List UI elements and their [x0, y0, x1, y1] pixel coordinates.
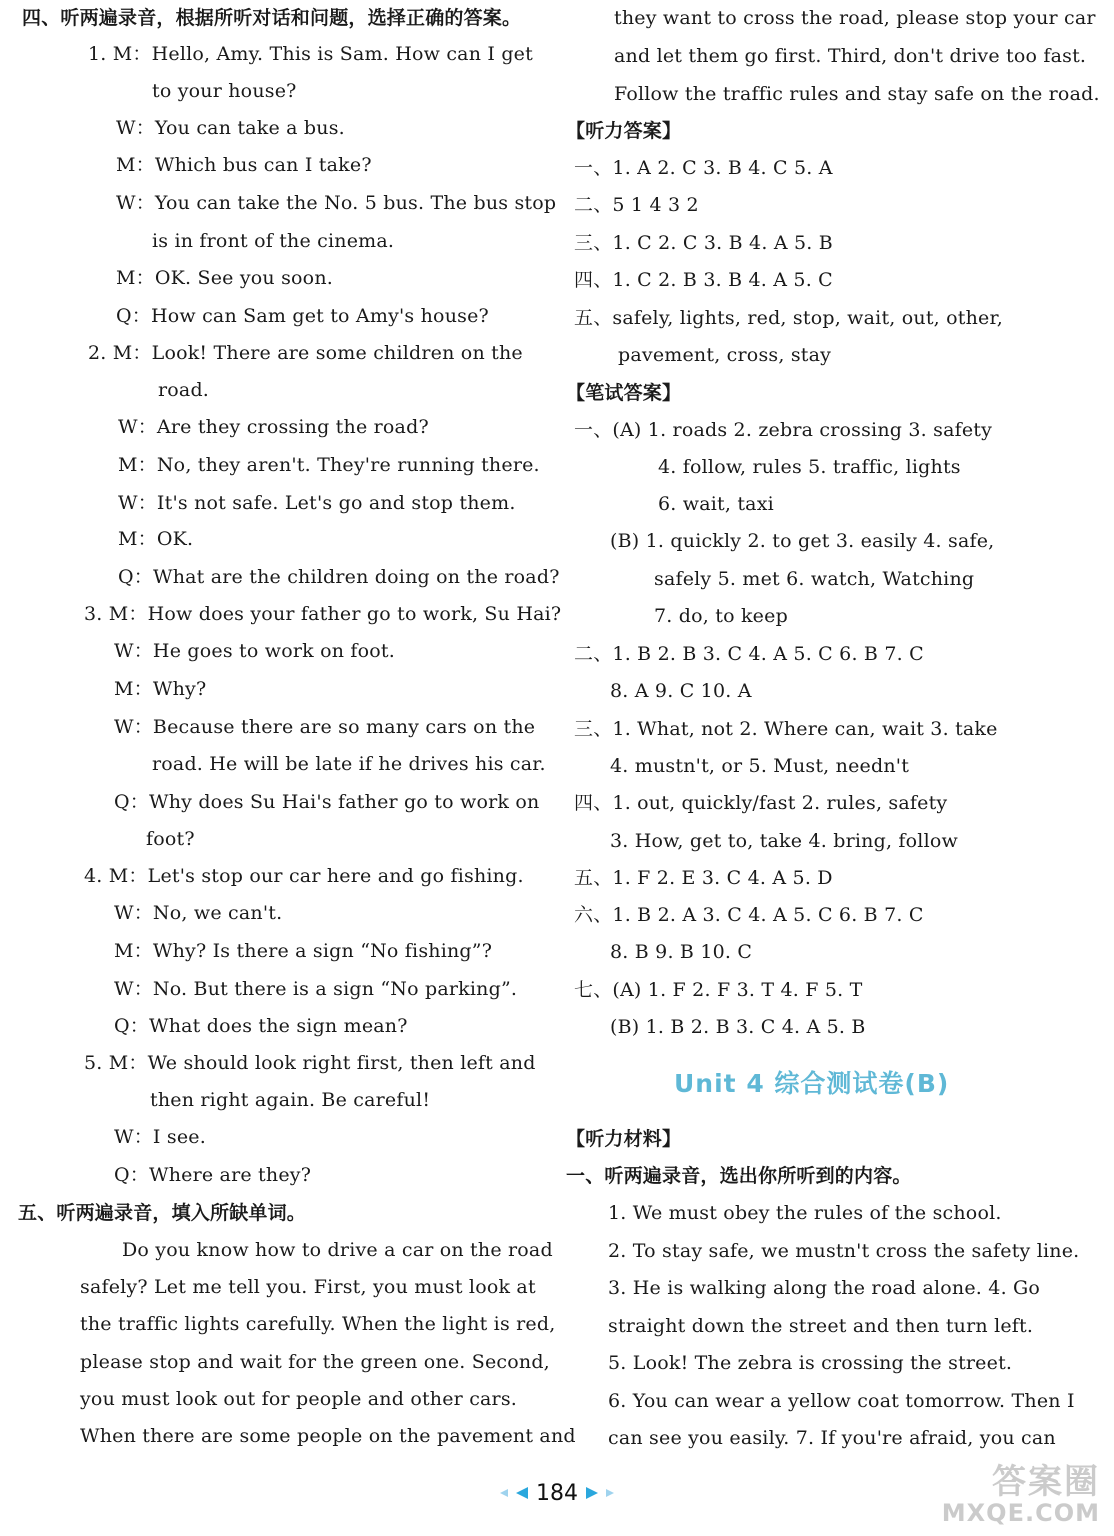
dialog-line: road. — [158, 379, 210, 401]
passage-line: please stop and wait for the green one. Second, — [80, 1351, 550, 1373]
answer-line: 七、(A) 1. F 2. F 3. T 4. F 5. T — [574, 979, 863, 1001]
answer-line: 一、(A) 1. roads 2. zebra crossing 3. safety — [574, 419, 993, 441]
sentence-line: straight down the street and then turn left. — [608, 1315, 1034, 1337]
dialog-line: then right again. Be careful! — [150, 1089, 431, 1111]
dialog-line: Q：Why does Su Hai's father go to work on — [114, 791, 540, 813]
sentence-line: can see you easily. 7. If you're afraid, you can — [608, 1427, 1056, 1449]
dialog-line: 1. M：Hello, Amy. This is Sam. How can I get — [88, 43, 533, 65]
dialog-line: W：You can take the No. 5 bus. The bus stop — [116, 192, 557, 214]
sentence-line: 6. You can wear a yellow coat tomorrow. Then I — [608, 1390, 1075, 1412]
written-answers-title: 【笔试答案】 — [566, 382, 682, 404]
answer-line: 四、1. C 2. B 3. B 4. A 5. C — [574, 269, 833, 291]
dialog-line: M：OK. See you soon. — [116, 267, 334, 289]
page-number: 184 — [536, 1480, 578, 1506]
sentence-line: 3. He is walking along the road alone. 4. Go — [608, 1277, 1041, 1299]
section-5-title: 五、听两遍录音，填入所缺单词。 — [18, 1202, 307, 1224]
dialog-line: W：No, we can't. — [114, 902, 283, 924]
passage-line: the traffic lights carefully. When the light is red, — [80, 1313, 556, 1335]
passage-line: Do you know how to drive a car on the road — [122, 1239, 553, 1261]
sentence-line: 5. Look! The zebra is crossing the street. — [608, 1352, 1013, 1374]
dialog-line: Q：What does the sign mean? — [114, 1015, 408, 1037]
dialog-line: W：No. But there is a sign “No parking”. — [114, 978, 518, 1000]
dialog-line: Q：What are the children doing on the road? — [118, 566, 560, 588]
sentence-line: 2. To stay safe, we mustn't cross the safety line. — [608, 1240, 1080, 1262]
answer-line: 五、safely, lights, red, stop, wait, out, other, — [574, 307, 1003, 329]
dialog-line: M：Which bus can I take? — [116, 154, 372, 176]
passage-line: When there are some people on the pavement and — [80, 1425, 576, 1447]
answer-line: 五、1. F 2. E 3. C 4. A 5. D — [574, 867, 833, 889]
dialog-line: 5. M：We should look right first, then left and — [84, 1052, 536, 1074]
passage-line: they want to cross the road, please stop your car — [614, 7, 1096, 29]
dialog-line: road. He will be late if he drives his car. — [152, 753, 546, 775]
answer-line: 7. do, to keep — [654, 605, 788, 627]
answer-line: 三、1. C 2. C 3. B 4. A 5. B — [574, 232, 833, 254]
dialog-line: foot? — [146, 828, 195, 850]
answer-line: 4. mustn't, or 5. Must, needn't — [610, 755, 910, 777]
dialog-line: to your house? — [152, 80, 297, 102]
sentence-line: 1. We must obey the rules of the school. — [608, 1202, 1002, 1224]
answer-line: 4. follow, rules 5. traffic, lights — [658, 456, 961, 478]
watermark-logo — [941, 1462, 1100, 1527]
passage-line: and let them go first. Third, don't drive too fast. — [614, 45, 1087, 67]
passage-line: you must look out for people and other cars. — [80, 1388, 518, 1410]
dialog-line: W：Are they crossing the road? — [118, 416, 429, 438]
listening-material-title: 【听力材料】 — [566, 1128, 682, 1150]
dialog-line: M：No, they aren't. They're running there. — [118, 454, 540, 476]
dialog-line: Q：How can Sam get to Amy's house? — [116, 305, 489, 327]
next-small-arrow-icon — [606, 1489, 614, 1497]
answer-line: pavement, cross, stay — [618, 344, 832, 366]
dialog-line: 4. M：Let's stop our car here and go fishing. — [84, 865, 524, 887]
answer-line: 6. wait, taxi — [658, 493, 774, 515]
dialog-line: W：Because there are so many cars on the — [114, 716, 536, 738]
page-footer — [482, 1478, 632, 1508]
answer-line: 六、1. B 2. A 3. C 4. A 5. C 6. B 7. C — [574, 904, 924, 926]
dialog-line: M：OK. — [118, 528, 194, 550]
watermark-line-2: MXQE.COM — [941, 1498, 1100, 1527]
next-arrow-icon — [586, 1487, 598, 1499]
answer-line: safely 5. met 6. watch, Watching — [654, 568, 975, 590]
dialog-line: 2. M：Look! There are some children on the — [88, 342, 523, 364]
section-1-title: 一、听两遍录音，选出你所听到的内容。 — [566, 1165, 912, 1187]
watermark-line-1: 答案圈 — [992, 1462, 1100, 1503]
answer-line: (B) 1. quickly 2. to get 3. easily 4. safe, — [610, 530, 995, 552]
dialog-line: W：It's not safe. Let's go and stop them. — [118, 492, 516, 514]
dialog-line: 3. M：How does your father go to work, Su Hai? — [84, 603, 562, 625]
answer-line: 8. B 9. B 10. C — [610, 941, 753, 963]
dialog-line: M：Why? — [114, 678, 207, 700]
dialog-line: is in front of the cinema. — [152, 230, 395, 252]
passage-line: Follow the traffic rules and stay safe on the road. — [614, 83, 1100, 105]
answer-line: 二、5 1 4 3 2 — [574, 194, 699, 216]
dialog-line: W：You can take a bus. — [116, 117, 345, 139]
prev-small-arrow-icon — [500, 1489, 508, 1497]
answer-line: 3. How, get to, take 4. bring, follow — [610, 830, 958, 852]
listening-answers-title: 【听力答案】 — [566, 120, 682, 142]
answer-line: 二、1. B 2. B 3. C 4. A 5. C 6. B 7. C — [574, 643, 924, 665]
section-4-title: 四、听两遍录音，根据所听对话和问题，选择正确的答案。 — [22, 7, 522, 29]
answer-line: 8. A 9. C 10. A — [610, 680, 752, 702]
dialog-line: W：He goes to work on foot. — [114, 640, 395, 662]
dialog-line: Q：Where are they? — [114, 1164, 312, 1186]
dialog-line: M：Why? Is there a sign “No fishing”? — [114, 940, 493, 962]
answer-line: 三、1. What, not 2. Where can, wait 3. take — [574, 718, 998, 740]
answer-line: (B) 1. B 2. B 3. C 4. A 5. B — [610, 1016, 866, 1038]
unit-title: Unit 4 综合测试卷(B) — [674, 1069, 950, 1098]
dialog-line: W：I see. — [114, 1126, 206, 1148]
prev-arrow-icon — [516, 1487, 528, 1499]
answer-line: 一、1. A 2. C 3. B 4. C 5. A — [574, 157, 833, 179]
answer-line: 四、1. out, quickly/fast 2. rules, safety — [574, 792, 948, 814]
passage-line: safely? Let me tell you. First, you must look at — [80, 1276, 536, 1298]
